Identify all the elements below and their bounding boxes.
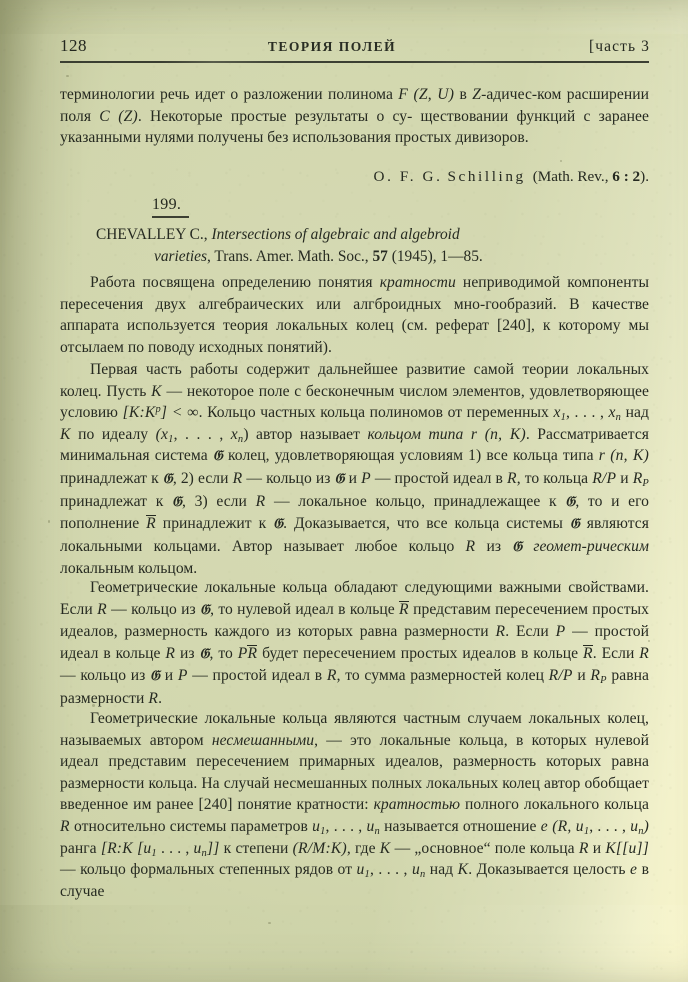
math-f-z-u: F (Z, U)	[398, 86, 455, 103]
abstract-text-1: терминологии речь идет о разложении полинома	[60, 86, 399, 103]
p3-t17: .	[158, 689, 163, 707]
math-K-power-series: K[[u]]	[605, 839, 649, 857]
p2-t2: — некоторое поле с бесконечным числом элементов, удовлетворяющее условию	[60, 382, 649, 422]
p1-text-1: Работа посвящена определению понятия	[90, 274, 380, 291]
math-e-u-sub-n: n	[638, 825, 644, 837]
math-z: Z	[472, 86, 482, 103]
p2-t20: — локальное кольцо, принадлежащее к	[265, 492, 566, 510]
p4-t9: ранга	[60, 839, 101, 857]
p4-emphasis-unmixed: несмешанными	[211, 731, 315, 749]
p3-t1: Геометрические локальные кольца обладают следующими важными свойствами. Если	[60, 579, 649, 618]
math-e-close-paren: )	[643, 817, 650, 835]
citation-title-line1: Intersections of algebraic and algebroid	[211, 226, 460, 243]
math-e-symbol: e	[630, 861, 638, 879]
reviewer-surname: Schilling	[447, 168, 526, 185]
citation-pages: (1945), 1—85.	[387, 247, 483, 265]
math-u-n: u	[366, 817, 375, 835]
part-label: [часть 3	[589, 38, 650, 55]
math-u-p4-sub-1: 1	[364, 869, 370, 881]
p2-t13: — кольцо из	[242, 469, 335, 487]
math-R-bar-completion: R	[146, 515, 156, 533]
source-volume: 6 : 2	[612, 168, 641, 185]
abstract-text-4: ком расширении поля	[60, 86, 650, 125]
p4-t13: — „основное“ поле кольца	[390, 839, 579, 857]
math-R-4: R	[465, 537, 476, 555]
math-u-subscript-1: 1	[320, 825, 326, 837]
scan-haze-bottom	[0, 905, 688, 982]
review-paragraph-1	[60, 272, 649, 358]
abstract-text-7: использования простых дивизоров.	[292, 129, 529, 147]
reviewer-initials: O. F. G.	[373, 168, 443, 185]
math-u-p4-1: u	[356, 861, 365, 879]
p4-t2: , — это локальные кольца, в которых нулевой идеал представим пересечением примарных идеалов, размерность которых равна размерности кольца. На случай несмешанных полных локальных колец автор обобщает введенное им ранее [240] понятие кратности:	[60, 731, 649, 814]
p2-t5: над	[621, 404, 650, 422]
p3-t6: — простой идеал в кольце	[60, 623, 649, 662]
math-lt-infinity: ] < ∞	[160, 404, 199, 422]
p4-emphasis-multiplicity: кратностью	[373, 796, 461, 814]
source-open: (Math. Rev.,	[532, 168, 613, 185]
math-R-P-localization: R	[632, 469, 643, 487]
p2-t7: , . . . ,	[173, 425, 231, 443]
math-P-R-bar: PR	[237, 644, 258, 662]
p4-t15: — кольцо формальных степенных рядов от	[60, 861, 357, 879]
continued-abstract-paragraph	[60, 84, 649, 149]
p2-t10: колец, удовлетворяющая условиям 1) все кольца типа	[222, 447, 599, 465]
p2-t6: по идеалу	[70, 425, 156, 443]
math-rank-u-n: u	[193, 839, 202, 857]
math-r-n-K-2: r (n, K)	[598, 447, 649, 465]
p4-t17: над	[425, 861, 458, 879]
math-R-subscript-P-p3: P	[600, 675, 607, 687]
math-R-1: R	[232, 469, 243, 487]
math-rank-close: ]]	[206, 839, 220, 857]
p3-t4: представим пересечением простых идеалов, размерность каждого из которых равна размерности	[60, 600, 649, 641]
scan-speck	[48, 520, 50, 523]
p4-t14: и	[588, 839, 606, 857]
math-x-subscript-1: 1	[560, 412, 566, 424]
review-paragraph-4	[60, 708, 649, 902]
scan-speck	[268, 922, 271, 924]
citation-title-line2: varieties	[154, 247, 207, 265]
math-e-u-sub-1: 1	[583, 825, 590, 837]
p2-t22: принадлежит к	[155, 515, 274, 533]
math-fraktur-G-p3-1: 𝔊	[200, 601, 211, 618]
review-paragraph-3	[60, 577, 649, 710]
math-rank-open: [R:K [u	[100, 839, 152, 857]
math-R-p3-2: R	[495, 623, 506, 641]
abstract-text-6: ществовании функций с заранее указанными нулями получены без	[60, 107, 650, 147]
p3-t13: — простой идеал в	[187, 667, 327, 685]
p4-t19: в случае	[60, 861, 649, 900]
math-R-p4-2: R	[578, 839, 589, 857]
math-R-p3-4: R	[639, 644, 649, 662]
p1-text-2: неприводимой компоненты пересечения двух алгебраических или алгброидных мно-гообразий. В качестве аппарата используется теория локальных колец (см. реферат [240], к которому мы отсылаем по поводу исходных понятий).	[60, 274, 649, 356]
math-ideal-open: (x	[155, 425, 169, 443]
math-x-n: x	[608, 404, 616, 422]
p2-t14: и	[344, 469, 362, 487]
math-rank-sub-n: n	[201, 847, 207, 859]
math-R-mod-P: R/P	[592, 469, 617, 487]
math-R-2: R	[506, 469, 517, 487]
p3-t14: , то сумма размерностей колец	[336, 667, 549, 685]
p4-t4: относительно системы параметров	[69, 817, 313, 835]
math-x-subscript-n: n	[615, 412, 622, 424]
p4-t7: , . . . ,	[589, 817, 631, 835]
entry-number-rule	[152, 216, 189, 218]
p2-t23: . Доказывается, что все кольца системы	[283, 515, 570, 533]
math-R-subscript-P: P	[642, 477, 649, 489]
p2-t11: принадлежат к	[60, 469, 163, 487]
scan-speck	[66, 75, 69, 77]
entry-number	[152, 196, 181, 214]
p3-t2: — кольцо из	[106, 600, 201, 618]
scan-speck	[560, 160, 562, 162]
math-r-n-K: r (n, K)	[470, 425, 526, 443]
math-K-p4-2: K	[457, 861, 469, 879]
scan-haze-top	[0, 0, 688, 34]
p4-t11: к степени	[219, 839, 293, 857]
math-fraktur-G-p3-2: 𝔊	[199, 645, 210, 662]
p4-t16: , . . . ,	[369, 861, 412, 879]
p4-t18: . Доказывается целость	[468, 861, 630, 879]
math-fraktur-G-6: 𝔊	[273, 516, 284, 533]
p2-t16: , то кольца	[516, 469, 593, 487]
math-u-p4-n: u	[411, 861, 420, 879]
p3-t3: , то нулевой идеал в кольце	[210, 600, 400, 618]
p4-t5: , . . . ,	[325, 817, 367, 835]
p2-t26: локальным кольцом.	[60, 560, 198, 578]
p4-t3: полного локального кольца	[460, 796, 649, 814]
math-c-z: C (Z)	[99, 107, 138, 125]
math-rank-sub-1: 1	[151, 847, 157, 859]
bibliographic-citation	[96, 224, 649, 267]
math-u-1: u	[312, 817, 321, 835]
math-K-p4-1: K	[379, 839, 391, 857]
math-R-P-p3: R	[590, 667, 601, 685]
citation-second-line	[96, 246, 649, 268]
math-R-p3-6: R	[148, 689, 159, 707]
math-fraktur-G-p3-3: 𝔊	[150, 668, 161, 685]
running-head	[60, 36, 650, 56]
math-P-p3-1: P	[555, 623, 566, 641]
p3-t16: равна размерности	[60, 667, 650, 707]
math-e-R-u-open: e (R, u	[540, 817, 584, 835]
p3-t15: и	[572, 667, 591, 685]
abstract-text-3: -адичес-	[481, 86, 538, 103]
p2-t21: , то и его пополнение	[60, 492, 649, 533]
p2-emphasis-ring-type: кольцом типа	[367, 425, 464, 443]
math-fraktur-G-5: 𝔊	[565, 493, 576, 510]
math-u-subscript-n: n	[374, 825, 380, 837]
math-R-p3-5: R	[326, 667, 337, 685]
p2-t18: принадлежат к	[60, 492, 172, 510]
p2-t25: из	[475, 537, 513, 555]
math-K-Kp-open: [K:K	[122, 404, 156, 422]
math-fraktur-G-4: 𝔊	[171, 493, 182, 510]
math-ideal-sub-1: 1	[168, 433, 174, 445]
page-folio: 128	[60, 36, 87, 55]
math-K: K	[151, 382, 162, 400]
math-R-mod-M-K: (R/M:K)	[292, 839, 347, 857]
math-fraktur-G-8: 𝔊	[512, 538, 523, 555]
p3-t8: , то	[209, 644, 238, 662]
math-ideal-sub-n: n	[237, 433, 244, 445]
p2-t19: , 3) если	[182, 492, 256, 510]
math-R-mod-P-p3: R/P	[548, 667, 573, 685]
p2-t17: и	[616, 469, 633, 487]
p2-t12: , 2) если	[172, 469, 233, 487]
p2-t24: являются локальными кольцами. Автор называет любое кольцо	[60, 515, 649, 555]
math-fraktur-G-7: 𝔊	[569, 516, 580, 533]
p2-emphasis-geometric: геомет-рическим	[533, 537, 649, 555]
math-ideal-x-n: x	[230, 425, 238, 443]
math-x: x	[553, 404, 561, 422]
p2-t3: . Кольцо частных кольца полиномов от переменных	[198, 404, 554, 422]
math-fraktur-G-1: 𝔊	[212, 448, 223, 465]
p2-t8: ) автор называет	[243, 425, 368, 443]
p3-t12: и	[160, 667, 178, 685]
math-R-bar-p3-1: R	[399, 600, 409, 618]
p4-t10: . . . ,	[156, 839, 194, 857]
p2-t1: Первая часть работы содержит дальнейшее развитие самой теории локальных колец. Пусть	[60, 361, 649, 400]
running-title: ТЕОРИЯ ПОЛЕЙ	[267, 39, 397, 54]
citation-journal: , Trans. Amer. Math. Soc.,	[207, 247, 373, 265]
math-P-p3-2: P	[177, 667, 188, 685]
citation-author: CHEVALLEY C.,	[96, 226, 212, 243]
source-close: ).	[640, 168, 649, 185]
math-R-p3-1: R	[97, 600, 107, 618]
p2-t4: , . . . ,	[566, 404, 609, 422]
header-rule	[60, 61, 649, 63]
math-R-3: R	[255, 492, 266, 510]
math-K-2: K	[60, 425, 71, 443]
math-R-p4-1: R	[60, 817, 70, 835]
math-P-1: P	[361, 469, 371, 487]
review-paragraph-2	[60, 359, 649, 580]
p4-t12: , где	[346, 839, 380, 857]
p4-t1: Геометрические локальные кольца являются частным случаем локальных колец, называемых автором	[60, 710, 649, 749]
math-exponent-p: p	[155, 404, 161, 416]
p3-t7: из	[175, 644, 200, 662]
p1-emphasis-kratnosti: кратности	[379, 274, 456, 291]
p3-t10: . Если	[592, 644, 640, 662]
p3-t11: — кольцо из	[60, 667, 151, 685]
p2-t9: . Рассматривается минимальная система	[60, 425, 650, 465]
p2-t15: — простой идеал в	[370, 469, 507, 487]
p3-t9: будет пересечением простых идеалов в кольце	[257, 644, 584, 662]
abstract-text-5: . Некоторые простые результаты о су-	[137, 107, 413, 125]
p3-t5: . Если	[505, 623, 556, 641]
reviewer-attribution	[60, 168, 649, 186]
math-u-p4-sub-n: n	[419, 869, 426, 881]
citation-volume: 57	[372, 247, 388, 265]
math-R-p3-3: R	[165, 644, 176, 662]
math-R-bar-p3-2: R	[583, 644, 593, 662]
p4-t6: называется отношение	[379, 817, 541, 835]
math-fraktur-G-3: 𝔊	[334, 470, 345, 487]
abstract-text-2: в	[454, 86, 473, 103]
math-fraktur-G-2: 𝔊	[162, 470, 173, 487]
math-e-u-n: u	[630, 817, 639, 835]
entry-number-text: 199.	[152, 196, 182, 213]
